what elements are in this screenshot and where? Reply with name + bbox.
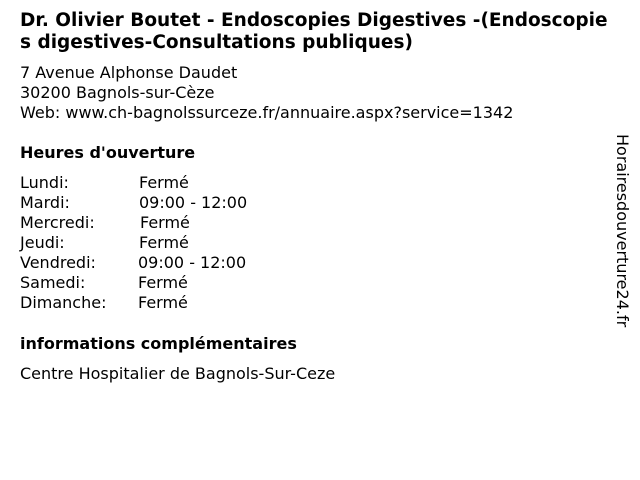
address-street: 7 Avenue Alphonse Daudet	[20, 63, 238, 82]
hours-row	[20, 233, 612, 253]
hours-row	[20, 273, 612, 293]
website-link[interactable]: Web: www.ch-bagnolssurceze.fr/annuaire.aspx?service=1342	[20, 103, 514, 122]
hours-day: Dimanche:	[20, 293, 107, 312]
hours-heading: Heures d'ouverture	[20, 143, 196, 162]
listing-content	[20, 10, 612, 384]
hours-row	[20, 213, 612, 233]
hours-time: Fermé	[138, 293, 188, 312]
hours-day: Vendredi:	[20, 253, 96, 272]
hours-time: 09:00 - 12:00	[138, 253, 247, 272]
hours-day: Mercredi:	[20, 213, 95, 232]
hours-day: Lundi:	[20, 173, 69, 192]
info-heading: informations complémentaires	[20, 334, 297, 353]
hours-time: Fermé	[139, 173, 189, 192]
hours-time: 09:00 - 12:00	[139, 193, 248, 212]
hours-day: Mardi:	[20, 193, 70, 212]
hours-day: Jeudi:	[20, 233, 65, 252]
site-watermark: Horairesdouverture24.fr	[613, 134, 632, 328]
info-text: Centre Hospitalier de Bagnols-Sur-Ceze	[20, 364, 336, 383]
hours-table	[20, 173, 612, 313]
hours-time: Fermé	[139, 233, 189, 252]
hours-row	[20, 253, 612, 273]
hours-row	[20, 173, 612, 193]
address-city: 30200 Bagnols-sur-Cèze	[20, 83, 215, 102]
hours-row	[20, 193, 612, 213]
address-block	[20, 63, 612, 123]
hours-time: Fermé	[138, 273, 188, 292]
hours-day: Samedi:	[20, 273, 86, 292]
hours-time: Fermé	[140, 213, 190, 232]
business-title: Dr. Olivier Boutet - Endoscopies Digestives -(Endoscopies digestives-Consultations publiques)	[20, 10, 608, 53]
hours-row	[20, 293, 612, 313]
